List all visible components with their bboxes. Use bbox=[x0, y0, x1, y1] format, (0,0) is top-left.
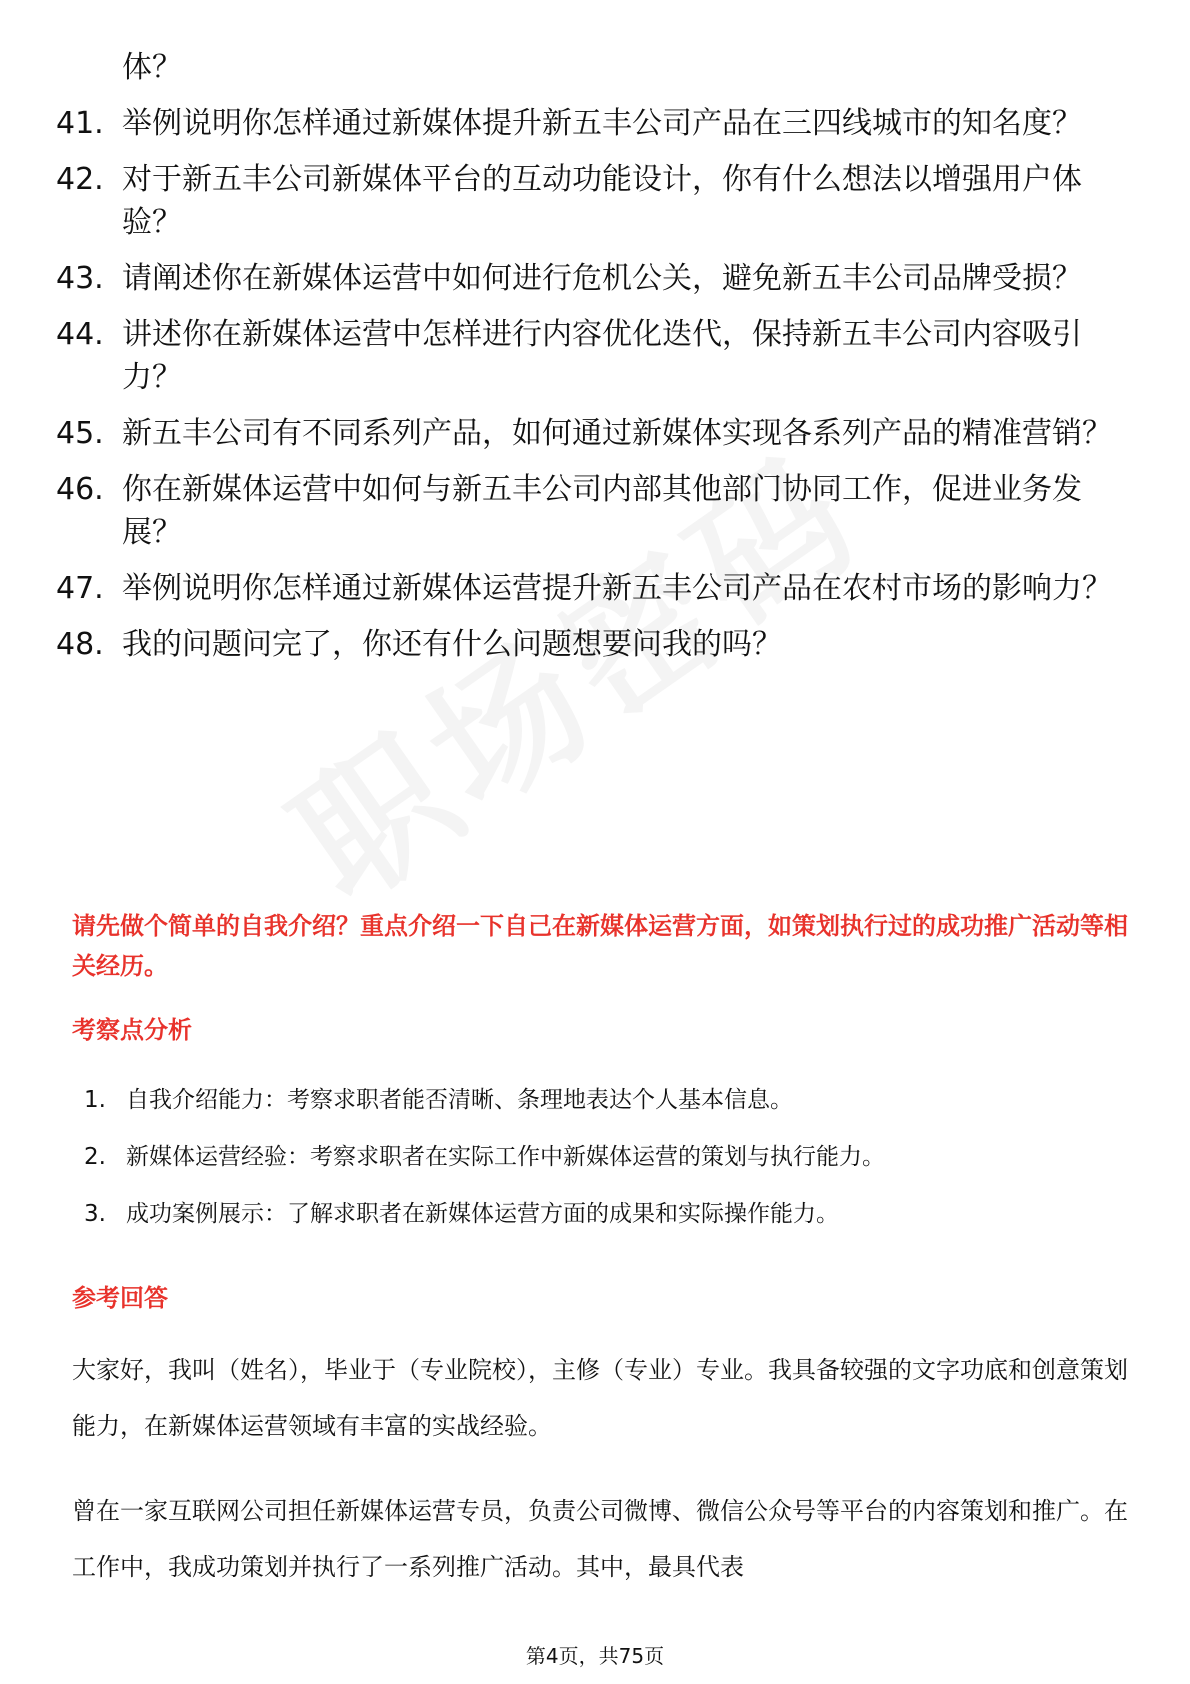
question-number: 46. bbox=[56, 472, 104, 507]
answer-paragraph: 大家好，我叫（姓名），毕业于（专业院校），主修（专业）专业。我具备较强的文字功底和创意策划能力，在新媒体运营领域有丰富的实战经验。 bbox=[72, 1356, 1128, 1440]
list-item bbox=[56, 623, 1136, 666]
item-text: 成功案例展示：了解求职者在新媒体运营方面的成果和实际操作能力。 bbox=[126, 1201, 839, 1227]
question-number: 45. bbox=[56, 416, 104, 451]
question-number: 41. bbox=[56, 106, 104, 141]
item-text: 自我介绍能力：考察求职者能否清晰、条理地表达个人基本信息。 bbox=[126, 1087, 793, 1113]
list-item bbox=[56, 313, 1136, 399]
question-list bbox=[56, 46, 1136, 679]
question-number: 42. bbox=[56, 162, 104, 197]
item-number: 2. bbox=[84, 1144, 106, 1170]
list-item bbox=[56, 158, 1136, 244]
item-number: 1. bbox=[84, 1087, 106, 1113]
list-item bbox=[56, 412, 1136, 455]
question-number: 47. bbox=[56, 571, 104, 606]
question-text: 你在新媒体运营中如何与新五丰公司内部其他部门协同工作，促进业务发展？ bbox=[122, 472, 1082, 550]
list-item bbox=[56, 257, 1136, 300]
question-text: 体？ bbox=[122, 50, 182, 85]
page-number: 第4页，共75页 bbox=[525, 1644, 665, 1668]
question-number bbox=[56, 46, 122, 89]
question-text: 新五丰公司有不同系列产品，如何通过新媒体实现各系列产品的精准营销？ bbox=[122, 416, 1112, 451]
item-number: 3. bbox=[84, 1201, 106, 1227]
question-text: 对于新五丰公司新媒体平台的互动功能设计，你有什么想法以增强用户体验？ bbox=[122, 162, 1082, 240]
question-number: 48. bbox=[56, 627, 104, 662]
list-item bbox=[56, 46, 1136, 89]
question-text: 讲述你在新媒体运营中怎样进行内容优化迭代，保持新五丰公司内容吸引力？ bbox=[122, 317, 1082, 395]
question-text: 举例说明你怎样通过新媒体运营提升新五丰公司产品在农村市场的影响力？ bbox=[122, 571, 1112, 606]
list-item bbox=[56, 468, 1136, 554]
item-text: 新媒体运营经验：考察求职者在实际工作中新媒体运营的策划与执行能力。 bbox=[126, 1144, 885, 1170]
question-number: 44. bbox=[56, 317, 104, 352]
list-item bbox=[56, 102, 1136, 145]
question-number: 43. bbox=[56, 261, 104, 296]
analysis-list bbox=[84, 1083, 1124, 1254]
list-item bbox=[56, 567, 1136, 610]
answer-title: 参考回答 bbox=[72, 1284, 168, 1312]
question-text: 请阐述你在新媒体运营中如何进行危机公关，避免新五丰公司品牌受损？ bbox=[122, 261, 1082, 296]
question-text: 我的问题问完了，你还有什么问题想要问我的吗？ bbox=[122, 627, 782, 662]
answer-paragraph: 曾在一家互联网公司担任新媒体运营专员，负责公司微博、微信公众号等平台的内容策划和推广。在工作中，我成功策划并执行了一系列推广活动。其中，最具代表 bbox=[72, 1497, 1128, 1581]
question-headline: 请先做个简单的自我介绍？重点介绍一下自己在新媒体运营方面，如策划执行过的成功推广活动等相关经历。 bbox=[72, 912, 1128, 980]
question-text: 举例说明你怎样通过新媒体提升新五丰公司产品在三四线城市的知名度？ bbox=[122, 106, 1082, 141]
list-item bbox=[84, 1140, 1124, 1174]
analysis-title: 考察点分析 bbox=[72, 1016, 192, 1044]
list-item bbox=[84, 1083, 1124, 1117]
list-item bbox=[84, 1197, 1124, 1231]
